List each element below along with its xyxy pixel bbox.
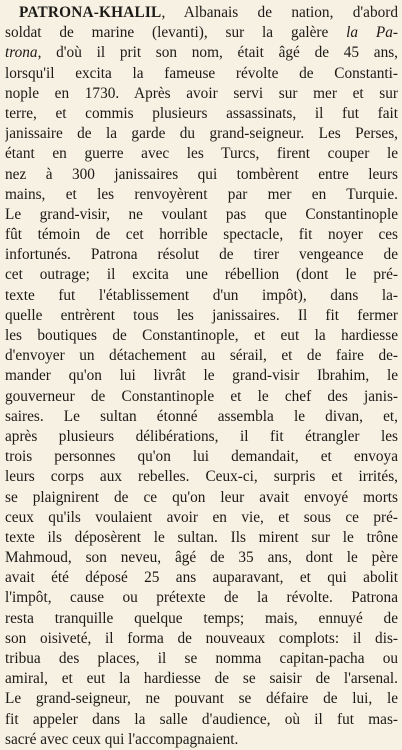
- text-line: avait été déposé 25 ans auparavant, et qui abolit: [5, 569, 398, 587]
- text-line: amiral, et eut la hardiesse de se saisir de l'arsenal.: [5, 670, 398, 688]
- text-line: fût témoin de cet horrible spectacle, fit noyer ces: [5, 226, 398, 244]
- italic-ship-name: trona: [5, 44, 38, 62]
- text-line: fit appeler dans la salle d'audience, où il fut mas-: [5, 710, 398, 728]
- text-line: leurs corps aux rebelles. Ceux-ci, surpris et irrités,: [5, 468, 398, 486]
- text-line: saires. Le sultan étonné assembla le divan, et,: [5, 407, 398, 425]
- text-line: ceux qu'ils voulaient avoir en vie, et sous ce pré-: [5, 508, 398, 526]
- text-line: texte ils déposèrent le sultan. Ils mirent sur le trône: [5, 528, 398, 546]
- text-line: tribua des places, il se nomma capitan-pacha ou: [5, 650, 398, 667]
- text-line: [5, 43, 398, 63]
- text-line: son oisiveté, il forma de nouveaux complots: il dis-: [5, 629, 398, 647]
- text-line: gouverneur de Constantinople et le chef des janis-: [5, 387, 398, 405]
- text-line: Le grand-visir, ne voulant pas que Constantinople: [5, 205, 398, 223]
- text-line: étant en guerre avec les Turcs, firent couper le: [5, 145, 398, 163]
- text-line: nez à 300 janissaires qui tombèrent entre leurs: [5, 165, 398, 183]
- text-line: sacré avec ceux qui l'accompagnaient.: [5, 730, 239, 748]
- text-line: texte fut l'établissement d'un impôt), dans la-: [5, 286, 398, 304]
- text-line: cet outrage; il excita une rébellion (dont le pré-: [5, 266, 398, 284]
- text-line: quelle entrèrent tous les janissaires. Il fit fermer: [5, 306, 398, 324]
- biographical-entry: [5, 3, 398, 750]
- text-line: les boutiques de Constantinople, et eut la hardiesse: [5, 327, 398, 344]
- text-line: Mahmoud, son neveu, âgé de 35 ans, dont le père: [5, 549, 398, 567]
- text-line: se plaignirent de ce qu'on leur avait envoyé morts: [5, 488, 398, 506]
- text-line: lorsqu'il excita la fameuse révolte de Constanti-: [5, 64, 398, 82]
- text-line: janissaire de la garde du grand-seigneur. Les Perses,: [5, 125, 398, 143]
- text-line: mander qu'on lui livrât le grand-visir Ibrahim, le: [5, 367, 398, 385]
- entry-body: [5, 64, 398, 750]
- entry-headword: PATRONA-KHALIL: [19, 4, 162, 21]
- text-fragment: soldat de marine (levanti), sur la galère: [5, 24, 347, 42]
- text-line: après plusieurs délibérations, il fit étrangler les: [5, 427, 398, 445]
- text-fragment: , Albanais de nation, d'abord: [161, 4, 398, 21]
- text-line: terre, et commis plusieurs assassinats, il fut fait: [5, 104, 398, 122]
- text-fragment: , d'où il prit son nom, était âgé de 45 ans,: [37, 44, 398, 62]
- text-line: d'envoyer un détachement au sérail, et de faire de-: [5, 347, 398, 365]
- text-line: Le grand-seigneur, ne pouvant se défaire de lui, le: [5, 690, 398, 708]
- text-line: resta tranquille quelque temps; mais, ennuyé de: [5, 609, 398, 627]
- text-line: [5, 3, 398, 23]
- text-line: trois personnes qu'on lui demandait, et envoya: [5, 448, 398, 466]
- text-line: infortunés. Patrona résolut de tirer vengeance de: [5, 246, 398, 264]
- text-line: nople en 1730. Après avoir servi sur mer et sur: [5, 84, 398, 102]
- text-line: mains, et les renvoyèrent par mer en Turquie.: [5, 185, 398, 203]
- italic-ship-name: la Pa-: [346, 24, 398, 42]
- text-line: [5, 23, 398, 43]
- text-line: l'impôt, cause ou prétexte de la révolte. Patrona: [5, 589, 398, 607]
